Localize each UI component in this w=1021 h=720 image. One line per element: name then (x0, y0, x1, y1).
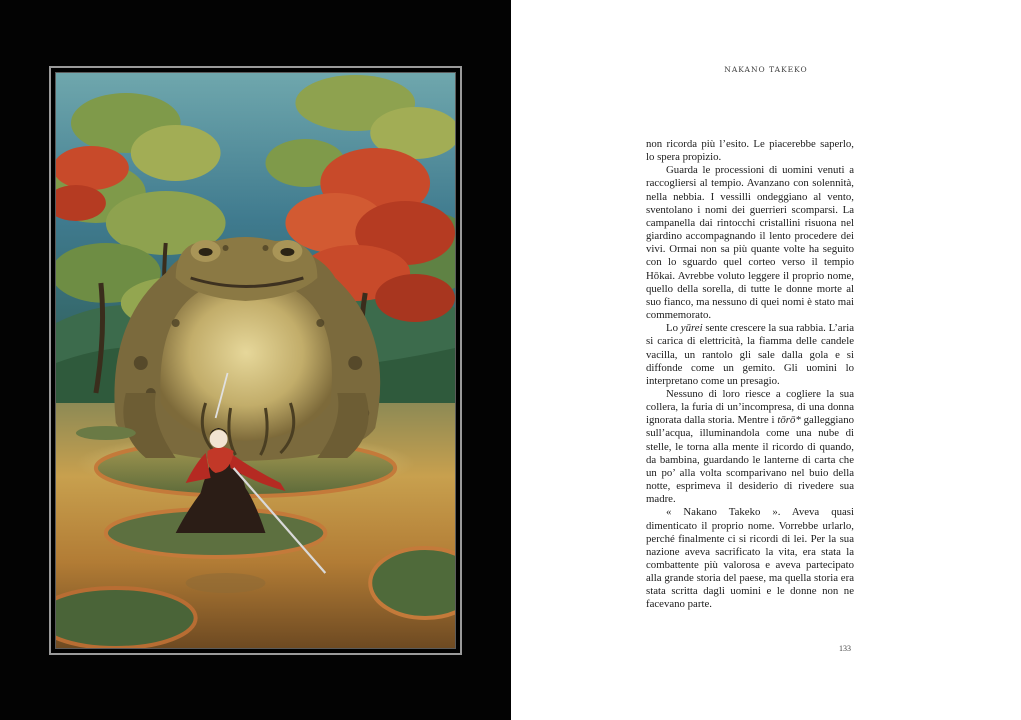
illustration (55, 72, 456, 649)
running-head: NAKANO TAKEKO (724, 65, 808, 74)
text-run: Guarda le processioni di uomini venuti a raccogliersi al tempio. Avanzano con solennità, nella nebbia. I vessilli ondeggiano al vento, sventolano i nomi dei guerrieri scomparsi. La campanella dai rintocchi cristallini risuona nel giardino accompagnando il lento procedere dei vivi. Ormai non sa più quante volte ha seguito con lo sguardo quel corteo verso il tempio Hōkai. Avrebbe voluto leggere il proprio nome, quello della sorella, di tutte le donne morte al suo fianco, ma nessuno di quei nomi è stato mai commemorato. (646, 164, 854, 322)
text-run: sente crescere la sua rabbia. L’aria si carica di elettricità, la fiamma delle candele vacilla, un rantolo gli sale dalla gola e si diffonde come un gemito. Gli uomini lo interpretano come un presagio. (646, 322, 854, 387)
paragraph-1 (646, 138, 854, 164)
italic-term: tōrō* (777, 414, 801, 427)
text-run: galleggiano sull’acqua, illuminandola come una nube di stelle, le torna alla mente il ricordo di quando, da bambina, guardando le lanterne di carta che un po’ alla volta scomparivano nel buio della notte, esprimeva il desiderio di rivedere sua madre. (646, 414, 854, 506)
paragraph-3 (646, 322, 854, 388)
text-page (511, 0, 1021, 720)
body-text (646, 138, 854, 612)
text-run: Lo (666, 322, 681, 335)
text-run: non ricorda più l’esito. Le piacerebbe saperlo, lo spera propizio. (646, 138, 854, 164)
illustration-frame (49, 66, 462, 655)
italic-term: yūrei (680, 322, 703, 335)
page-number: 133 (839, 644, 851, 653)
text-run: « Nakano Takeko ». Aveva quasi dimenticato il proprio nome. Vorrebbe urlarlo, perché finalmente ci si ricordi di lei. Per la sua nazione aveva sacrificato la vita, era stata la combattente più valorosa e aveva partecipato alla grande storia del paese, ma quella storia era stata scritta dagli uomini e le donne non ne facevano parte. (646, 506, 854, 611)
text-run: Nessuno di loro riesce a cogliere la sua collera, la furia di un’incompresa, di una donna ignorata dalla storia. Mentre i (646, 387, 854, 427)
paragraph-5 (646, 506, 854, 611)
paragraph-4 (646, 388, 854, 506)
paragraph-2 (646, 164, 854, 322)
toad-samurai-painting (56, 73, 455, 648)
